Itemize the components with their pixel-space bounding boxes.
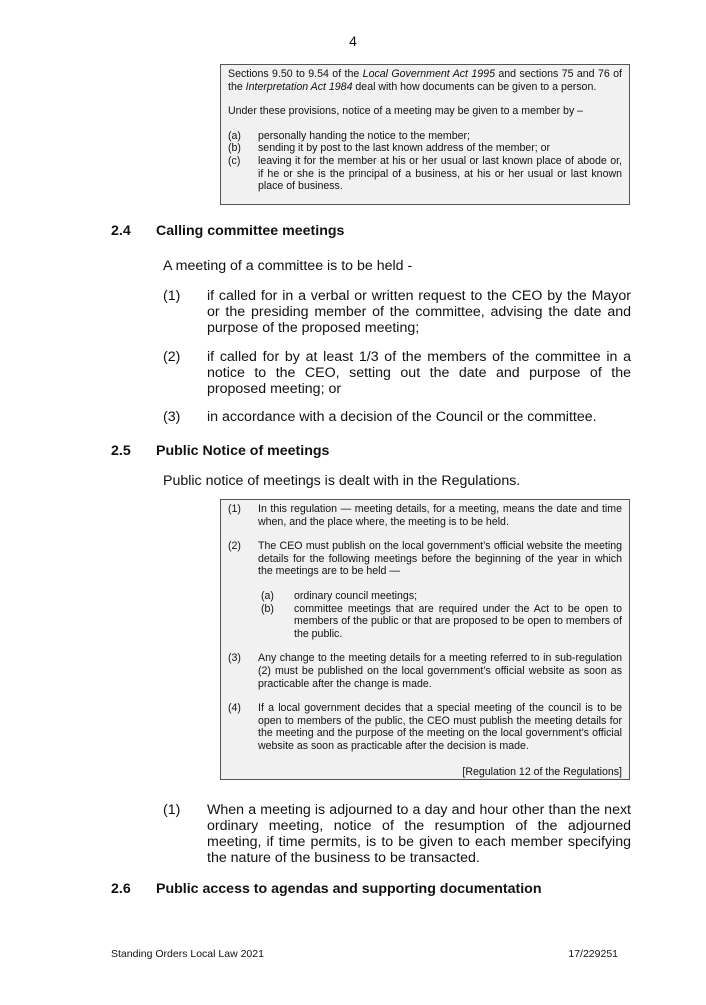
clause-item: (2) if called for by at least 1/3 of the members of the committee in a notice to the CEO, setting out the date and purpose of the proposed meeting; or <box>163 349 631 397</box>
box1-para2: Under these provisions, notice of a meeting may be given to a member by – <box>228 105 584 118</box>
footer-document-title: Standing Orders Local Law 2021 <box>111 948 264 960</box>
box1-intro: Sections 9.50 to 9.54 of the Local Government Act 1995 and sections 75 and 76 of the Interpretation Act 1984 deal with how documents can be given to a person. <box>228 68 622 93</box>
footer-document-id: 17/229251 <box>568 948 618 960</box>
regulation-item: (3) Any change to the meeting details for a meeting referred to in sub-regulation (2) must be published on the local government’s official website as soon as practicable after the change is made. <box>228 652 622 690</box>
clause-item: (1) When a meeting is adjourned to a day and hour other than the next ordinary meeting, notice of the resumption of the adjourned meeting, if time permits, is to be given to each member specifying the nature of the business to be transacted. <box>163 802 631 866</box>
list-item: (c) leaving it for the member at his or her usual or last known place of abode or, if he or she is the principal of a business, at his or her usual or last known place of business. <box>228 154 622 193</box>
regulation-subitem: (b) committee meetings that are required under the Act to be open to members of the public or that are proposed to be open to members of the public. <box>261 602 622 640</box>
list-item: (b) sending it by post to the last known address of the member; or <box>228 142 551 155</box>
section-2-5-intro: Public notice of meetings is dealt with in the Regulations. <box>163 473 521 489</box>
regulation-box <box>220 499 630 780</box>
regulation-subitem: (a) ordinary council meetings; <box>261 589 418 602</box>
section-2-4-intro: A meeting of a committee is to be held - <box>163 258 413 274</box>
clause-item: (1) if called for in a verbal or written request to the CEO by the Mayor or the presiding member of the committee, advising the date and purpose of the proposed meeting; <box>163 288 631 336</box>
page-number: 4 <box>349 33 357 49</box>
clause-item: (3) in accordance with a decision of the Council or the committee. <box>163 409 597 425</box>
regulation-item: (4) If a local government decides that a special meeting of the council is to be open to members of the public, the CEO must publish the meeting details for the meeting and the purpose of the meeting on the local government’s official website as soon as practicable after the decision is made. <box>228 702 622 752</box>
regulation-item: (1) In this regulation — meeting details, for a meeting, means the date and time when, and the place where, the meeting is to be held. <box>228 503 622 528</box>
legislation-note-box <box>220 64 630 205</box>
list-item: (a) personally handing the notice to the member; <box>228 129 471 142</box>
regulation-item: (2) The CEO must publish on the local government’s official website the meeting details for the following meetings before the beginning of the year in which the meetings are to be held — <box>228 540 622 578</box>
regulation-reference: [Regulation 12 of the Regulations] <box>462 765 622 778</box>
